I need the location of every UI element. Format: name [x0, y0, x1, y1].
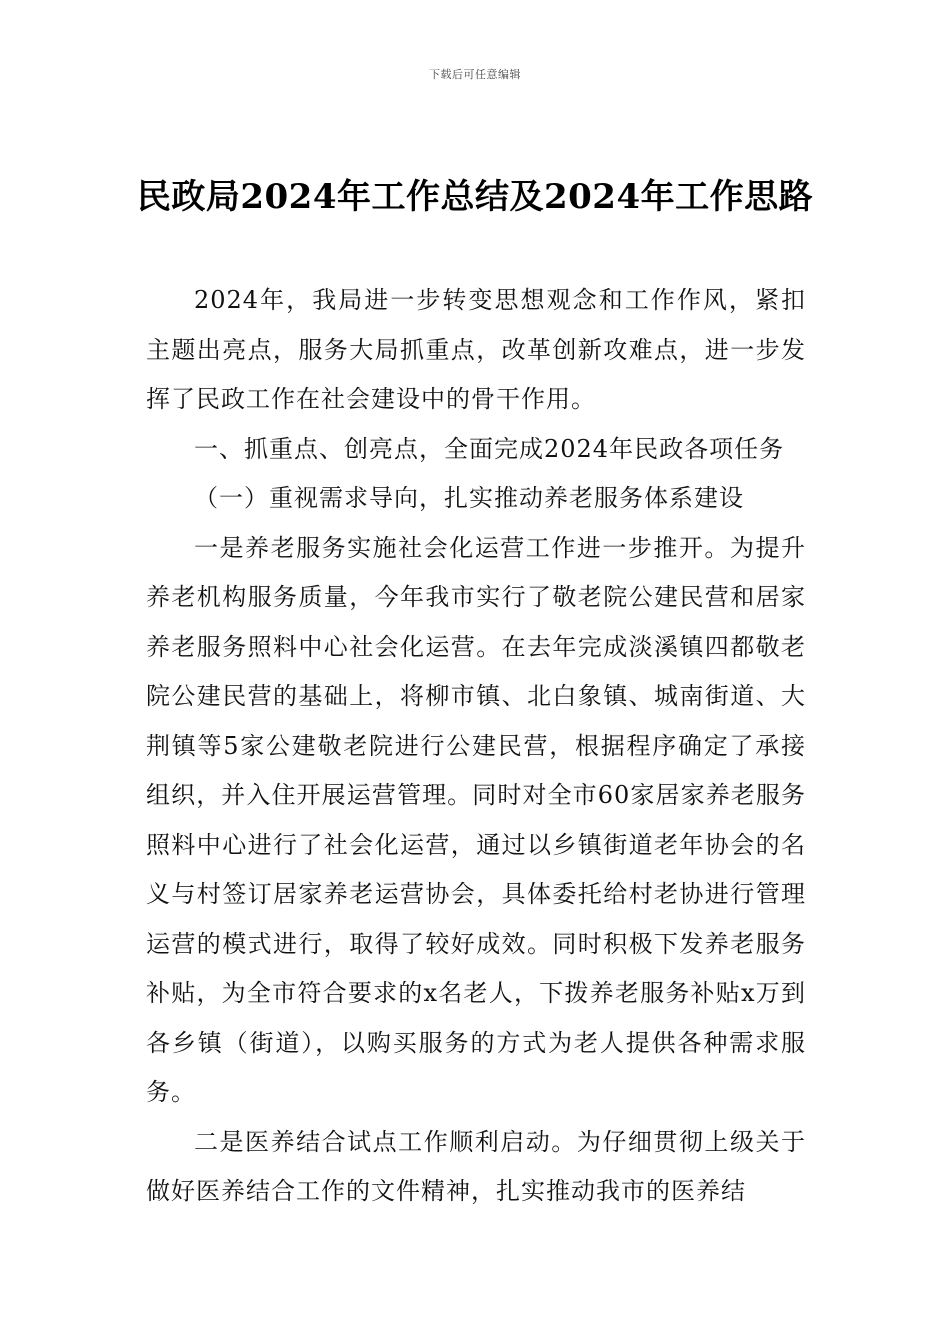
subsection-heading-1: （一）重视需求导向，扎实推动养老服务体系建设 [194, 484, 744, 512]
document-body [146, 276, 806, 1217]
document-title: 民政局2024年工作总结及2024年工作思路 [136, 177, 814, 217]
body-paragraph-2: 二是医养结合试点工作顺利启动。为仔细贯彻上级关于做好医养结合工作的文件精神，扎实推动我市的医养结 [146, 1127, 806, 1205]
body-paragraph-1: 一是养老服务实施社会化运营工作进一步推开。为提升养老机构服务质量，今年我市实行了敬老院公建民营和居家养老服务照料中心社会化运营。在去年完成淡溪镇四都敬老院公建民营的基础上，将柳市镇、北白象镇、城南街道、大荆镇等5家公建敬老院进行公建民营，根据程序确定了承接组织，并入住开展运营管理。同时对全市60家居家养老服务照料中心进行了社会化运营，通过以乡镇街道老年协会的名义与村签订居家养老运营协会，具体委托给村老协进行管理运营的模式进行，取得了较好成效。同时积极下发养老服务补贴，为全市符合要求的x名老人，下拨养老服务补贴x万到各乡镇（街道），以购买服务的方式为老人提供各种需求服务。 [146, 533, 806, 1106]
page-header-note: 下载后可任意编辑 [429, 68, 521, 81]
section-heading-1: 一、抓重点、创亮点，全面完成2024年民政各项任务 [194, 434, 785, 463]
intro-paragraph: 2024年，我局进一步转变思想观念和工作作风，紧扣主题出亮点，服务大局抓重点，改革创新攻难点，进一步发挥了民政工作在社会建设中的骨干作用。 [146, 286, 806, 413]
